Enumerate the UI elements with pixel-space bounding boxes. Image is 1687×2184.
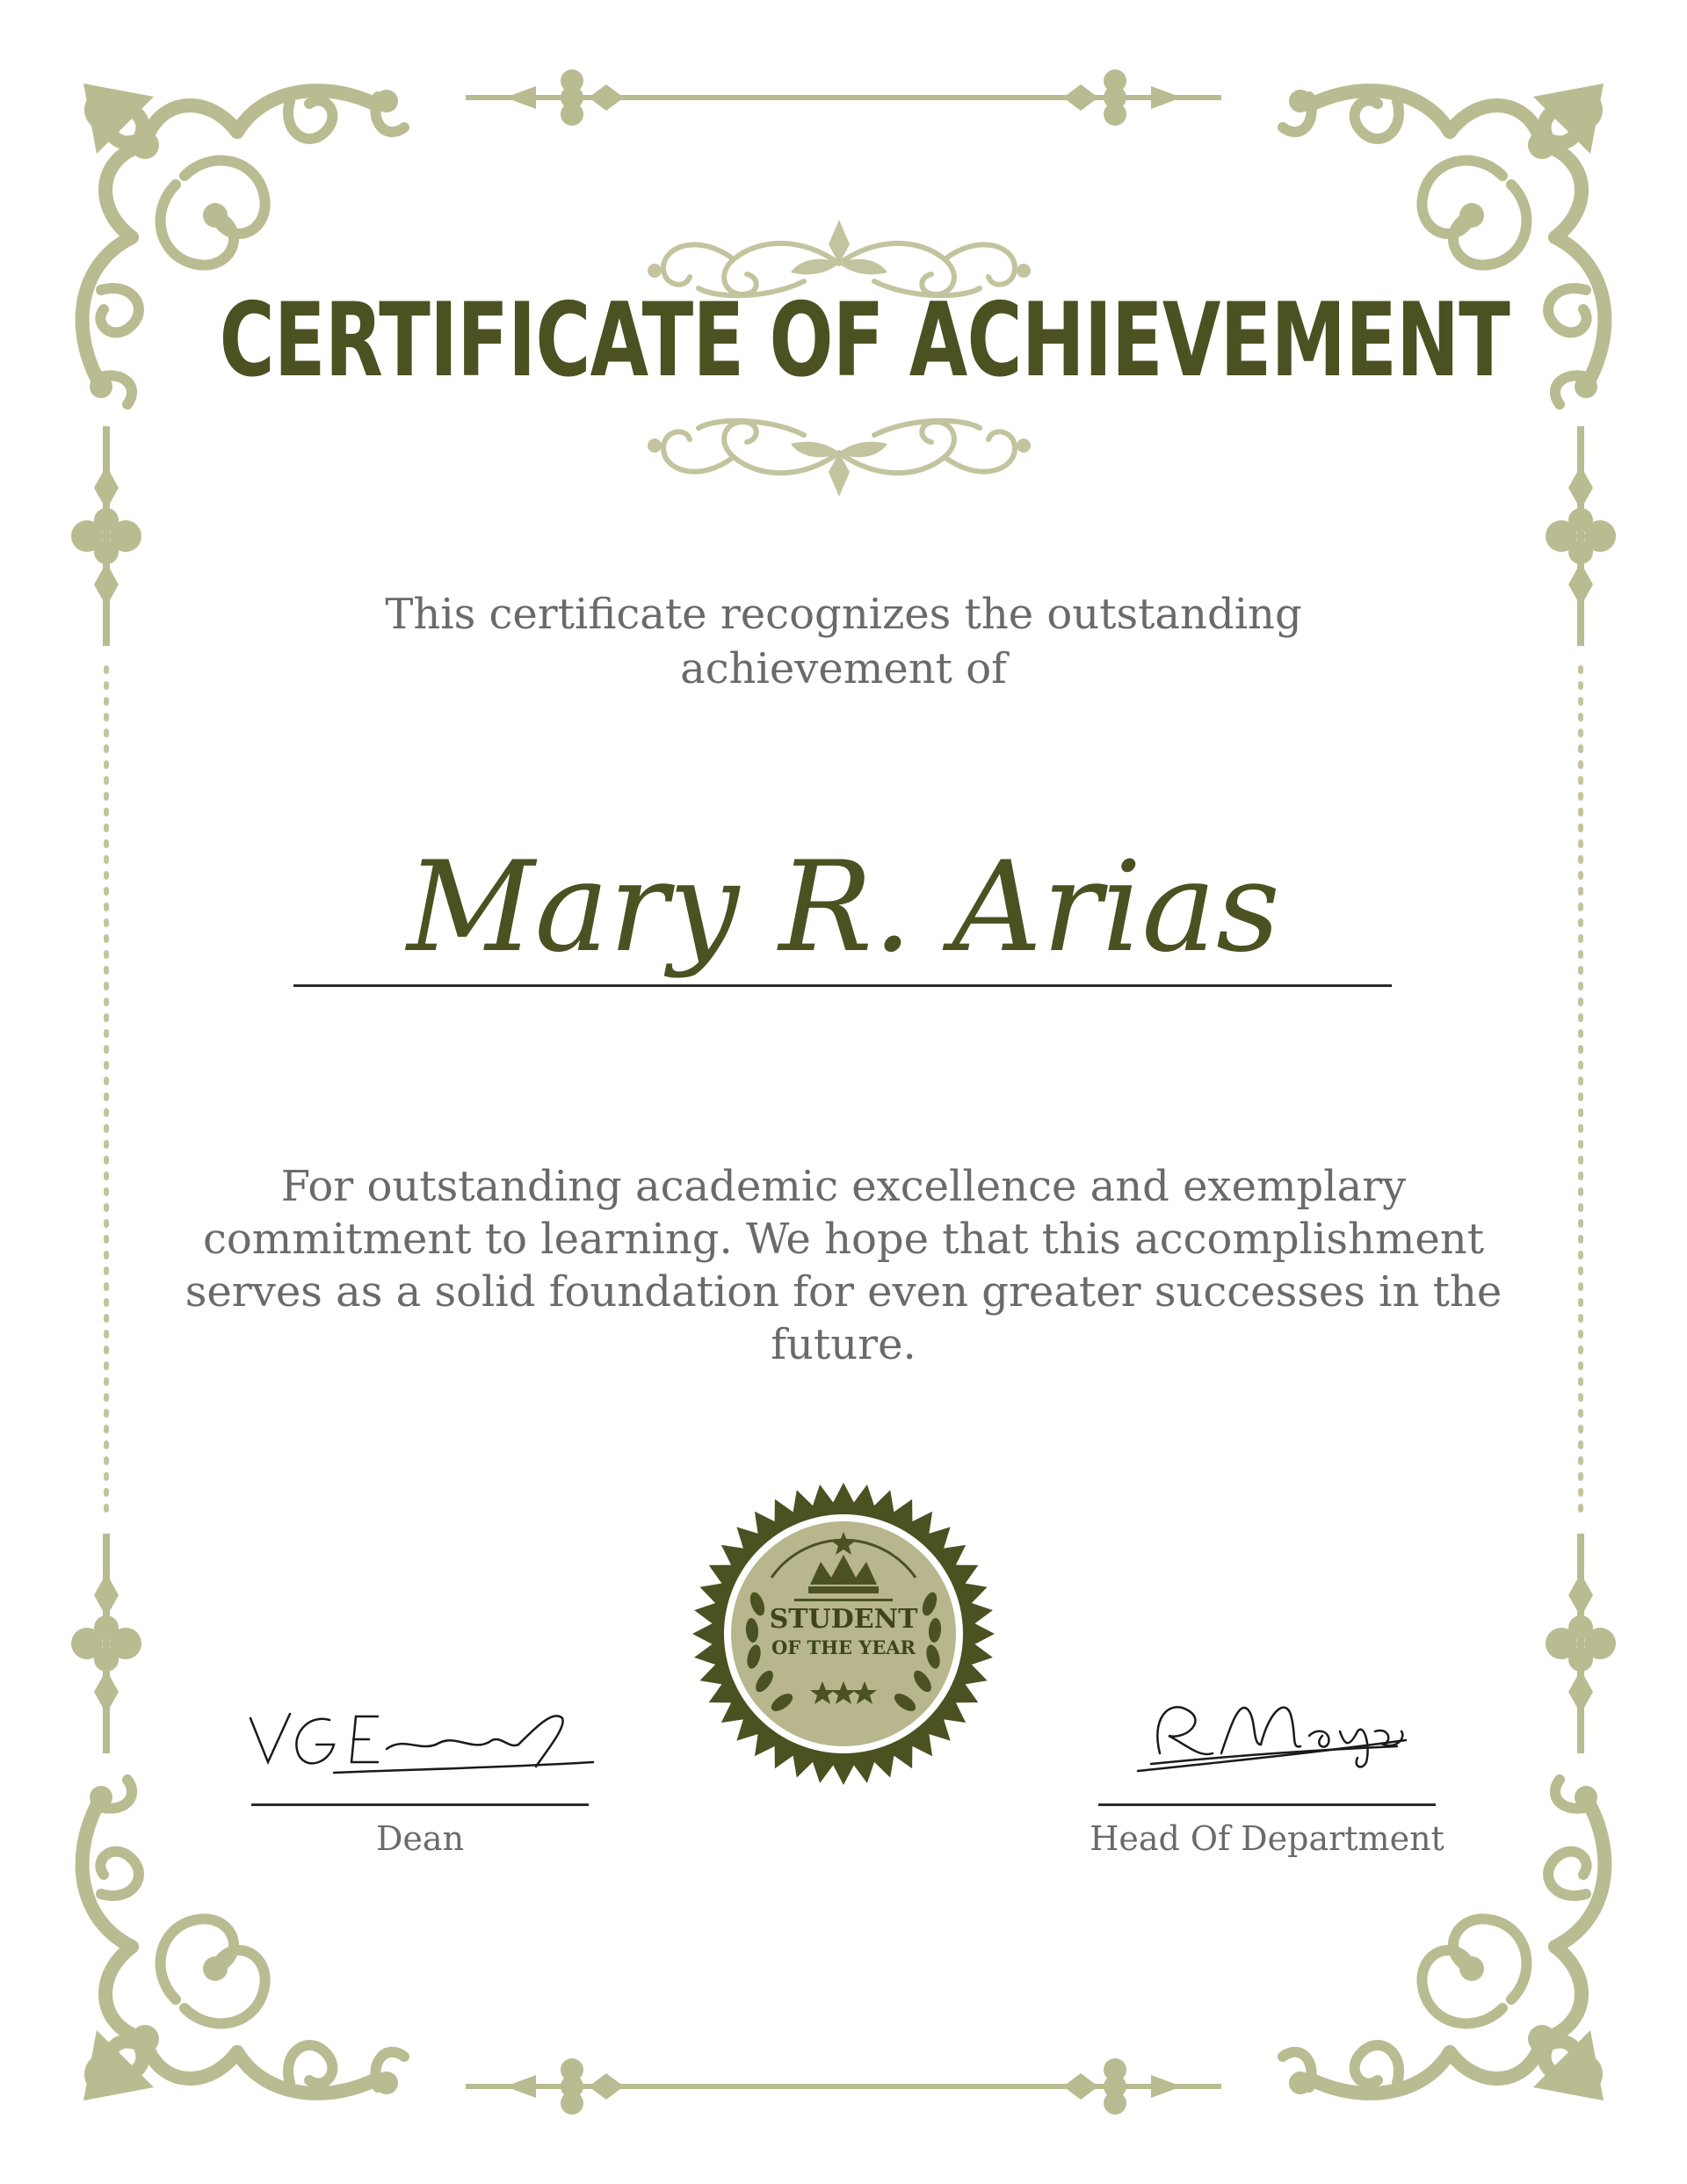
dean-signature	[246, 1701, 597, 1780]
recipient-name: Mary R. Arias	[407, 835, 1280, 980]
certificate-description: For outstanding academic excellence and exemplary commitment to learning. We hope that this accomplishment serves as a solid foundation for even greater successes in the future.	[185, 1162, 1502, 1369]
head-signature-line	[1098, 1803, 1436, 1806]
intro-text: This certificate recognizes the outstanding achievement of	[385, 590, 1302, 693]
seal-title: STUDENT	[769, 1604, 918, 1635]
dean-role-label: Dean	[375, 1819, 465, 1858]
seal-subtitle: OF THE YEAR	[771, 1636, 916, 1658]
head-signature	[1133, 1683, 1415, 1780]
certificate-title: CERTIFICATE OF ACHIEVEMENT	[219, 281, 1510, 400]
head-role-label: Head Of Department	[1090, 1819, 1444, 1858]
name-underline	[293, 984, 1392, 987]
dean-signature-line	[251, 1803, 589, 1806]
